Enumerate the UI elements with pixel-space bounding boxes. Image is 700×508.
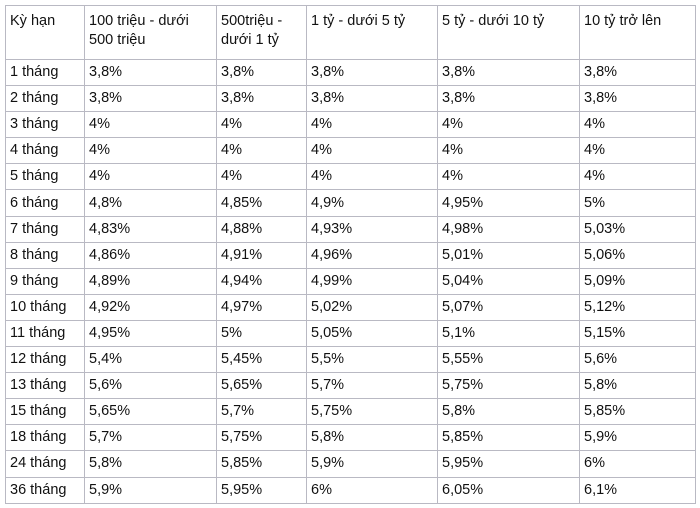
cell-rate-5b-10b: 6,05% <box>438 477 580 503</box>
cell-rate-100m-500m: 4,86% <box>85 242 217 268</box>
header-100m-500m: 100 triệu - dưới 500 triệu <box>85 6 217 60</box>
cell-rate-1b-5b: 4,99% <box>307 268 438 294</box>
cell-rate-1b-5b: 5,02% <box>307 294 438 320</box>
cell-rate-500m-1b: 5,45% <box>217 347 307 373</box>
cell-rate-1b-5b: 4% <box>307 112 438 138</box>
cell-rate-5b-10b: 4% <box>438 164 580 190</box>
cell-rate-100m-500m: 4,89% <box>85 268 217 294</box>
cell-rate-5b-10b: 5,8% <box>438 399 580 425</box>
cell-rate-5b-10b: 5,01% <box>438 242 580 268</box>
cell-rate-10b-plus: 5,06% <box>580 242 696 268</box>
table-row <box>6 347 696 373</box>
cell-rate-100m-500m: 4% <box>85 138 217 164</box>
cell-rate-1b-5b: 5,05% <box>307 320 438 346</box>
cell-rate-100m-500m: 4,83% <box>85 216 217 242</box>
cell-rate-5b-10b: 5,55% <box>438 347 580 373</box>
cell-rate-500m-1b: 4% <box>217 164 307 190</box>
cell-term: 7 tháng <box>6 216 85 242</box>
header-term: Kỳ hạn <box>6 6 85 60</box>
cell-rate-10b-plus: 5,12% <box>580 294 696 320</box>
table-row <box>6 190 696 216</box>
table-row <box>6 320 696 346</box>
cell-rate-5b-10b: 4,98% <box>438 216 580 242</box>
cell-rate-500m-1b: 4% <box>217 138 307 164</box>
cell-rate-500m-1b: 4,91% <box>217 242 307 268</box>
interest-rate-table <box>5 5 696 504</box>
cell-term: 2 tháng <box>6 86 85 112</box>
cell-rate-5b-10b: 5,07% <box>438 294 580 320</box>
cell-term: 36 tháng <box>6 477 85 503</box>
cell-rate-500m-1b: 4,94% <box>217 268 307 294</box>
cell-rate-100m-500m: 4,8% <box>85 190 217 216</box>
table-row <box>6 268 696 294</box>
cell-term: 18 tháng <box>6 425 85 451</box>
cell-rate-1b-5b: 3,8% <box>307 86 438 112</box>
cell-rate-1b-5b: 4% <box>307 164 438 190</box>
cell-term: 5 tháng <box>6 164 85 190</box>
table-row <box>6 216 696 242</box>
cell-rate-5b-10b: 4% <box>438 138 580 164</box>
cell-rate-10b-plus: 5,15% <box>580 320 696 346</box>
cell-rate-500m-1b: 3,8% <box>217 60 307 86</box>
cell-rate-5b-10b: 5,04% <box>438 268 580 294</box>
table-row <box>6 60 696 86</box>
cell-term: 10 tháng <box>6 294 85 320</box>
table-row <box>6 477 696 503</box>
cell-rate-1b-5b: 5,75% <box>307 399 438 425</box>
cell-rate-10b-plus: 5,09% <box>580 268 696 294</box>
cell-rate-10b-plus: 6% <box>580 451 696 477</box>
cell-rate-1b-5b: 4% <box>307 138 438 164</box>
cell-term: 12 tháng <box>6 347 85 373</box>
cell-rate-5b-10b: 4% <box>438 112 580 138</box>
cell-rate-5b-10b: 5,75% <box>438 373 580 399</box>
cell-term: 15 tháng <box>6 399 85 425</box>
cell-rate-5b-10b: 5,95% <box>438 451 580 477</box>
cell-rate-100m-500m: 3,8% <box>85 86 217 112</box>
cell-rate-500m-1b: 4,85% <box>217 190 307 216</box>
cell-term: 13 tháng <box>6 373 85 399</box>
table-row <box>6 399 696 425</box>
cell-rate-10b-plus: 3,8% <box>580 86 696 112</box>
cell-rate-500m-1b: 4% <box>217 112 307 138</box>
header-1b-5b: 1 tỷ - dưới 5 tỷ <box>307 6 438 60</box>
cell-rate-5b-10b: 3,8% <box>438 86 580 112</box>
cell-rate-10b-plus: 5,6% <box>580 347 696 373</box>
cell-rate-5b-10b: 4,95% <box>438 190 580 216</box>
table-body <box>6 60 696 504</box>
cell-rate-100m-500m: 5,6% <box>85 373 217 399</box>
cell-rate-1b-5b: 6% <box>307 477 438 503</box>
cell-rate-100m-500m: 5,65% <box>85 399 217 425</box>
cell-rate-5b-10b: 5,85% <box>438 425 580 451</box>
cell-rate-1b-5b: 4,9% <box>307 190 438 216</box>
cell-rate-10b-plus: 5,8% <box>580 373 696 399</box>
cell-rate-500m-1b: 5,75% <box>217 425 307 451</box>
cell-rate-1b-5b: 5,9% <box>307 451 438 477</box>
cell-rate-1b-5b: 4,93% <box>307 216 438 242</box>
header-500m-1b: 500triệu - dưới 1 tỷ <box>217 6 307 60</box>
cell-term: 11 tháng <box>6 320 85 346</box>
cell-rate-100m-500m: 4,92% <box>85 294 217 320</box>
cell-rate-500m-1b: 5% <box>217 320 307 346</box>
cell-rate-100m-500m: 4% <box>85 164 217 190</box>
cell-rate-100m-500m: 5,9% <box>85 477 217 503</box>
cell-term: 8 tháng <box>6 242 85 268</box>
cell-rate-1b-5b: 5,7% <box>307 373 438 399</box>
header-row <box>6 6 696 60</box>
table-row <box>6 425 696 451</box>
header-10b-plus: 10 tỷ trở lên <box>580 6 696 60</box>
cell-rate-500m-1b: 3,8% <box>217 86 307 112</box>
table-row <box>6 164 696 190</box>
table-row <box>6 294 696 320</box>
cell-term: 24 tháng <box>6 451 85 477</box>
cell-rate-10b-plus: 5,85% <box>580 399 696 425</box>
cell-rate-10b-plus: 5,9% <box>580 425 696 451</box>
cell-rate-500m-1b: 5,85% <box>217 451 307 477</box>
cell-rate-500m-1b: 5,7% <box>217 399 307 425</box>
table-row <box>6 112 696 138</box>
cell-rate-500m-1b: 4,88% <box>217 216 307 242</box>
cell-rate-5b-10b: 5,1% <box>438 320 580 346</box>
cell-term: 6 tháng <box>6 190 85 216</box>
cell-term: 9 tháng <box>6 268 85 294</box>
cell-rate-10b-plus: 4% <box>580 138 696 164</box>
cell-rate-10b-plus: 5,03% <box>580 216 696 242</box>
table-row <box>6 86 696 112</box>
cell-rate-100m-500m: 5,4% <box>85 347 217 373</box>
cell-rate-100m-500m: 5,7% <box>85 425 217 451</box>
cell-rate-1b-5b: 5,8% <box>307 425 438 451</box>
cell-rate-500m-1b: 4,97% <box>217 294 307 320</box>
cell-term: 4 tháng <box>6 138 85 164</box>
table-row <box>6 451 696 477</box>
table-row <box>6 138 696 164</box>
table-row <box>6 373 696 399</box>
cell-rate-10b-plus: 3,8% <box>580 60 696 86</box>
cell-rate-1b-5b: 4,96% <box>307 242 438 268</box>
cell-rate-500m-1b: 5,65% <box>217 373 307 399</box>
cell-term: 1 tháng <box>6 60 85 86</box>
cell-rate-5b-10b: 3,8% <box>438 60 580 86</box>
cell-term: 3 tháng <box>6 112 85 138</box>
cell-rate-100m-500m: 4% <box>85 112 217 138</box>
cell-rate-1b-5b: 5,5% <box>307 347 438 373</box>
table-row <box>6 242 696 268</box>
cell-rate-1b-5b: 3,8% <box>307 60 438 86</box>
cell-rate-10b-plus: 4% <box>580 164 696 190</box>
cell-rate-100m-500m: 3,8% <box>85 60 217 86</box>
cell-rate-100m-500m: 4,95% <box>85 320 217 346</box>
cell-rate-10b-plus: 5% <box>580 190 696 216</box>
cell-rate-500m-1b: 5,95% <box>217 477 307 503</box>
cell-rate-10b-plus: 6,1% <box>580 477 696 503</box>
cell-rate-10b-plus: 4% <box>580 112 696 138</box>
header-5b-10b: 5 tỷ - dưới 10 tỷ <box>438 6 580 60</box>
cell-rate-100m-500m: 5,8% <box>85 451 217 477</box>
